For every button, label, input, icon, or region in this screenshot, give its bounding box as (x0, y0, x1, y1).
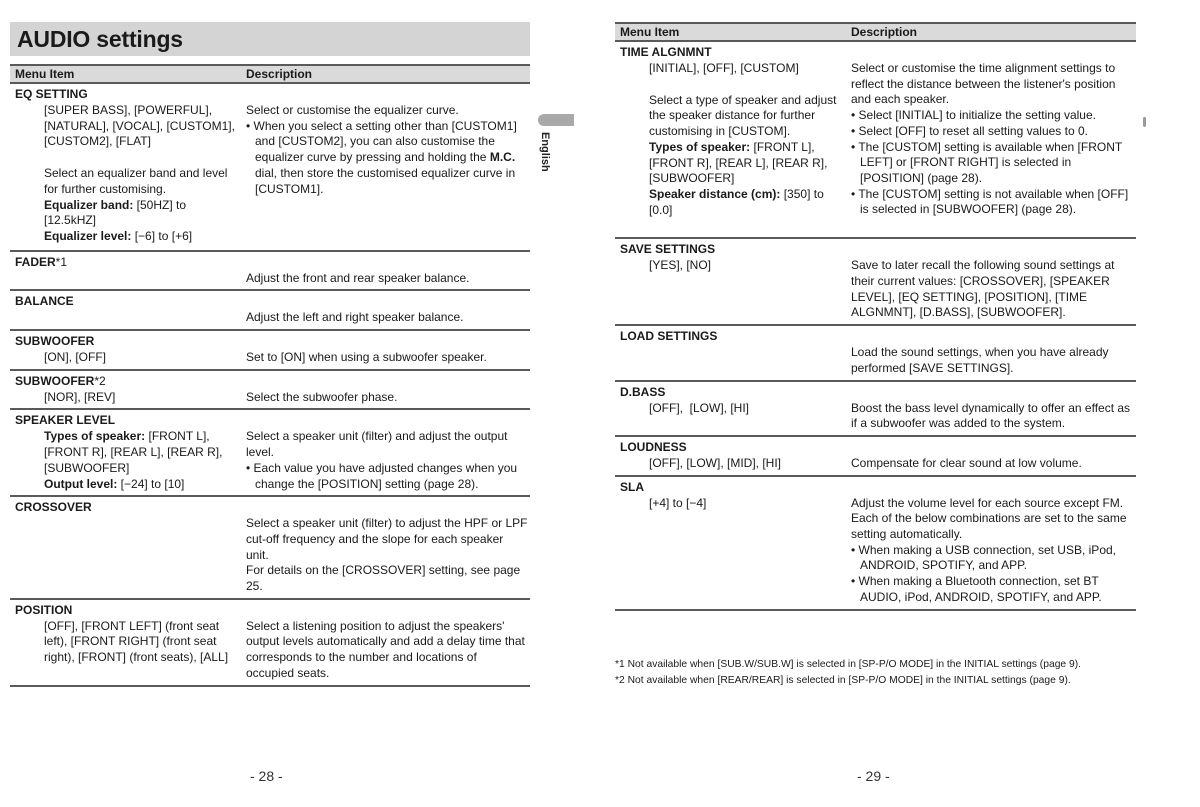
language-tab-marker (538, 114, 574, 126)
table-row (10, 390, 530, 409)
menu-item-title: FADER (15, 254, 56, 269)
subwoofer-phase-description: Select the subwoofer phase. (246, 389, 398, 404)
menu-item-title: SPEAKER LEVEL (15, 413, 116, 428)
fader-description: Adjust the front and rear speaker balance. (246, 270, 470, 285)
footnotes (615, 657, 1081, 689)
sla-description: Adjust the volume level for each source except FM. (851, 495, 1124, 510)
balance-description: Adjust the left and right speaker balance. (246, 310, 464, 325)
table-row (10, 619, 530, 685)
menu-group-loudness (615, 437, 1136, 477)
table-row (615, 61, 1136, 221)
loudness-description: Compensate for clear sound at low volume. (851, 455, 1082, 470)
table-row (615, 258, 1136, 324)
eq-band-value: [50HZ] to [12.5kHZ] (44, 197, 187, 228)
mc-dial-label: M.C. (489, 150, 516, 165)
page-edge-mark (1143, 117, 1146, 127)
menu-item-title: SUBWOOFER (15, 334, 95, 349)
menu-item-title: POSITION (15, 602, 73, 617)
eq-band-text: Select an equalizer band and level for further customising. (44, 166, 228, 196)
footnote-1: *1 Not available when [SUB.W/SUB.W] is selected in [SP-P/O MODE] in the INITIAL settings (page 9). (615, 659, 1082, 670)
menu-group-fader (10, 252, 530, 292)
eq-description: Select or customise the equalizer curve. (246, 103, 459, 117)
time-alignment-text: Select a type of speaker and adjust the speaker distance for further customising in [CUSTOM]. (649, 92, 837, 139)
menu-group-speaker-level (10, 410, 530, 497)
menu-group-eq-setting (10, 84, 530, 252)
menu-group-save-settings (615, 239, 1136, 326)
table-row (10, 310, 530, 329)
eq-level-value: [−6] to [+6] (131, 228, 193, 243)
speaker-distance-value: [350] to [0.0] (649, 186, 824, 217)
menu-group-load-settings (615, 326, 1136, 381)
crossover-description: Select a speaker unit (filter) to adjust the HPF or LPF cut-off frequency and the slope for each speaker unit. (246, 516, 528, 562)
types-label: Types of speaker: (44, 429, 146, 444)
language-tab-label: English (539, 132, 551, 172)
time-alignment-options: [INITIAL], [OFF], [CUSTOM] (649, 61, 799, 75)
table-row (615, 496, 1136, 609)
time-alignment-description: Select or customise the time alignment settings to reflect the distance between the listener's position and each speaker. (851, 61, 1116, 107)
position-description: Select a listening position to adjust the speakers' output levels automatically and add a delay time that corresponds to the number and locations of occupied seats. (246, 618, 525, 680)
footnote-ref: *1 (55, 254, 68, 269)
table-row (10, 429, 530, 495)
menu-item-title: D.BASS (620, 384, 666, 399)
loudness-options: [OFF], [LOW], [MID], [HI] (649, 455, 781, 470)
table-row (615, 345, 1136, 379)
header-description: Description (851, 25, 918, 39)
crossover-reference: For details on the [CROSSOVER] setting, see page 25. (246, 563, 521, 594)
eq-options: [SUPER BASS], [POWERFUL], [NATURAL], [VOCAL], [CUSTOM1], [CUSTOM2], [FLAT] (44, 103, 235, 149)
dbass-options: [OFF], [LOW], [HI] (649, 400, 750, 415)
menu-item-title: LOUDNESS (620, 439, 687, 454)
menu-item-title: CROSSOVER (15, 500, 92, 515)
header-menu-item: Menu Item (620, 25, 680, 39)
menu-item-title: SAVE SETTINGS (620, 242, 716, 257)
menu-item-title: LOAD SETTINGS (620, 329, 718, 344)
page-number-right: - 29 - (857, 768, 890, 784)
section-title: AUDIO settings (10, 22, 530, 56)
table-row (10, 516, 530, 598)
dbass-description: Boost the bass level dynamically to offer an effect as if a subwoofer was added to the system. (851, 400, 1131, 431)
time-alignment-bullet: • The [CUSTOM] setting is not available when [OFF] is selected in [SUBWOOFER] (page 28). (851, 186, 1129, 217)
types-label: Types of speaker: (649, 139, 751, 154)
sla-combinations-text: Each of the below combinations are set to the same setting automatically. (851, 511, 1127, 542)
audio-settings-table (10, 64, 530, 687)
menu-item-title: SLA (620, 479, 644, 494)
page-number-left: - 28 - (250, 768, 283, 784)
table-row (615, 401, 1136, 435)
table-header (615, 22, 1136, 42)
output-level-label: Output level: (44, 476, 118, 491)
menu-group-subwoofer-phase (10, 371, 530, 411)
position-options: [OFF], [FRONT LEFT] (front seat left), [FRONT RIGHT] (front seat right), [FRONT] (front seats), [ALL] (44, 618, 229, 665)
subwoofer-phase-options: [NOR], [REV] (44, 389, 116, 404)
menu-item-title: EQ SETTING (15, 87, 88, 101)
menu-group-dbass (615, 382, 1136, 437)
time-alignment-bullet: • Select [INITIAL] to initialize the setting value. (851, 108, 1096, 123)
table-header (10, 64, 530, 84)
speaker-distance-label: Speaker distance (cm): (649, 186, 781, 201)
sla-bullet: • When making a USB connection, set USB, iPod, ANDROID, SPOTIFY, and APP. (851, 542, 1116, 573)
menu-item-title: SUBWOOFER (15, 373, 95, 388)
subwoofer-options: [ON], [OFF] (44, 350, 106, 365)
eq-bullet: • When you select a setting other than [CUSTOM1] and [CUSTOM2], you can also customise the equalizer curve by pressing and holding the M.C. dial, then store the customised equalizer curve in [CUSTOM1]. (246, 118, 517, 196)
speaker-level-description: Select a speaker unit (filter) and adjust the output level. (246, 429, 508, 460)
menu-item-title: BALANCE (15, 294, 74, 309)
output-level-value: [−24] to [10] (117, 476, 185, 491)
audio-settings-table-continued (615, 22, 1136, 611)
table-row (10, 103, 530, 248)
menu-group-crossover (10, 497, 530, 600)
types-value: [FRONT L], [FRONT R], [REAR L], [REAR R], [SUBWOOFER] (649, 139, 828, 186)
save-settings-options: [YES], [NO] (649, 258, 712, 273)
table-row (10, 271, 530, 290)
sla-options: [+4] to [−4] (649, 495, 707, 510)
menu-group-sla (615, 477, 1136, 611)
time-alignment-bullet: • The [CUSTOM] setting is available when [FRONT LEFT] or [FRONT RIGHT] is selected in [POSITION] (page 28). (851, 139, 1122, 185)
eq-level-label: Equalizer level: (44, 228, 132, 243)
sla-bullet: • When making a Bluetooth connection, set BT AUDIO, iPod, ANDROID, SPOTIFY, and APP. (851, 574, 1102, 604)
footnote-2: *2 Not available when [REAR/REAR] is selected in [SP-P/O MODE] in the INITIAL settings (page 9). (615, 675, 1071, 686)
table-row (10, 350, 530, 369)
save-settings-description: Save to later recall the following sound settings at their current values: [CROSSOVER], [SPEAKER LEVEL], [EQ SETTING], [POSITION], [TIME ALGNMNT], [D.BASS], [SUBWOOFER]. (851, 258, 1115, 320)
table-row (615, 456, 1136, 475)
menu-group-position (10, 600, 530, 687)
footnote-ref: *2 (94, 373, 106, 388)
header-menu-item: Menu Item (15, 67, 75, 81)
load-settings-description: Load the sound settings, when you have already performed [SAVE SETTINGS]. (851, 345, 1109, 375)
menu-group-subwoofer (10, 331, 530, 371)
time-alignment-bullet: • Select [OFF] to reset all setting values to 0. (851, 123, 1088, 138)
menu-item-title: TIME ALGNMNT (620, 45, 712, 59)
header-description: Description (246, 67, 313, 81)
types-value: [FRONT L], [FRONT R], [REAR L], [REAR R], [SUBWOOFER] (44, 429, 223, 475)
eq-band-label: Equalizer band: (44, 197, 134, 212)
speaker-level-bullet: • Each value you have adjusted changes when you change the [POSITION] setting (page 28). (246, 460, 518, 491)
subwoofer-description: Set to [ON] when using a subwoofer speaker. (246, 350, 487, 365)
menu-group-time-alignment (615, 42, 1136, 239)
menu-group-balance (10, 291, 530, 331)
